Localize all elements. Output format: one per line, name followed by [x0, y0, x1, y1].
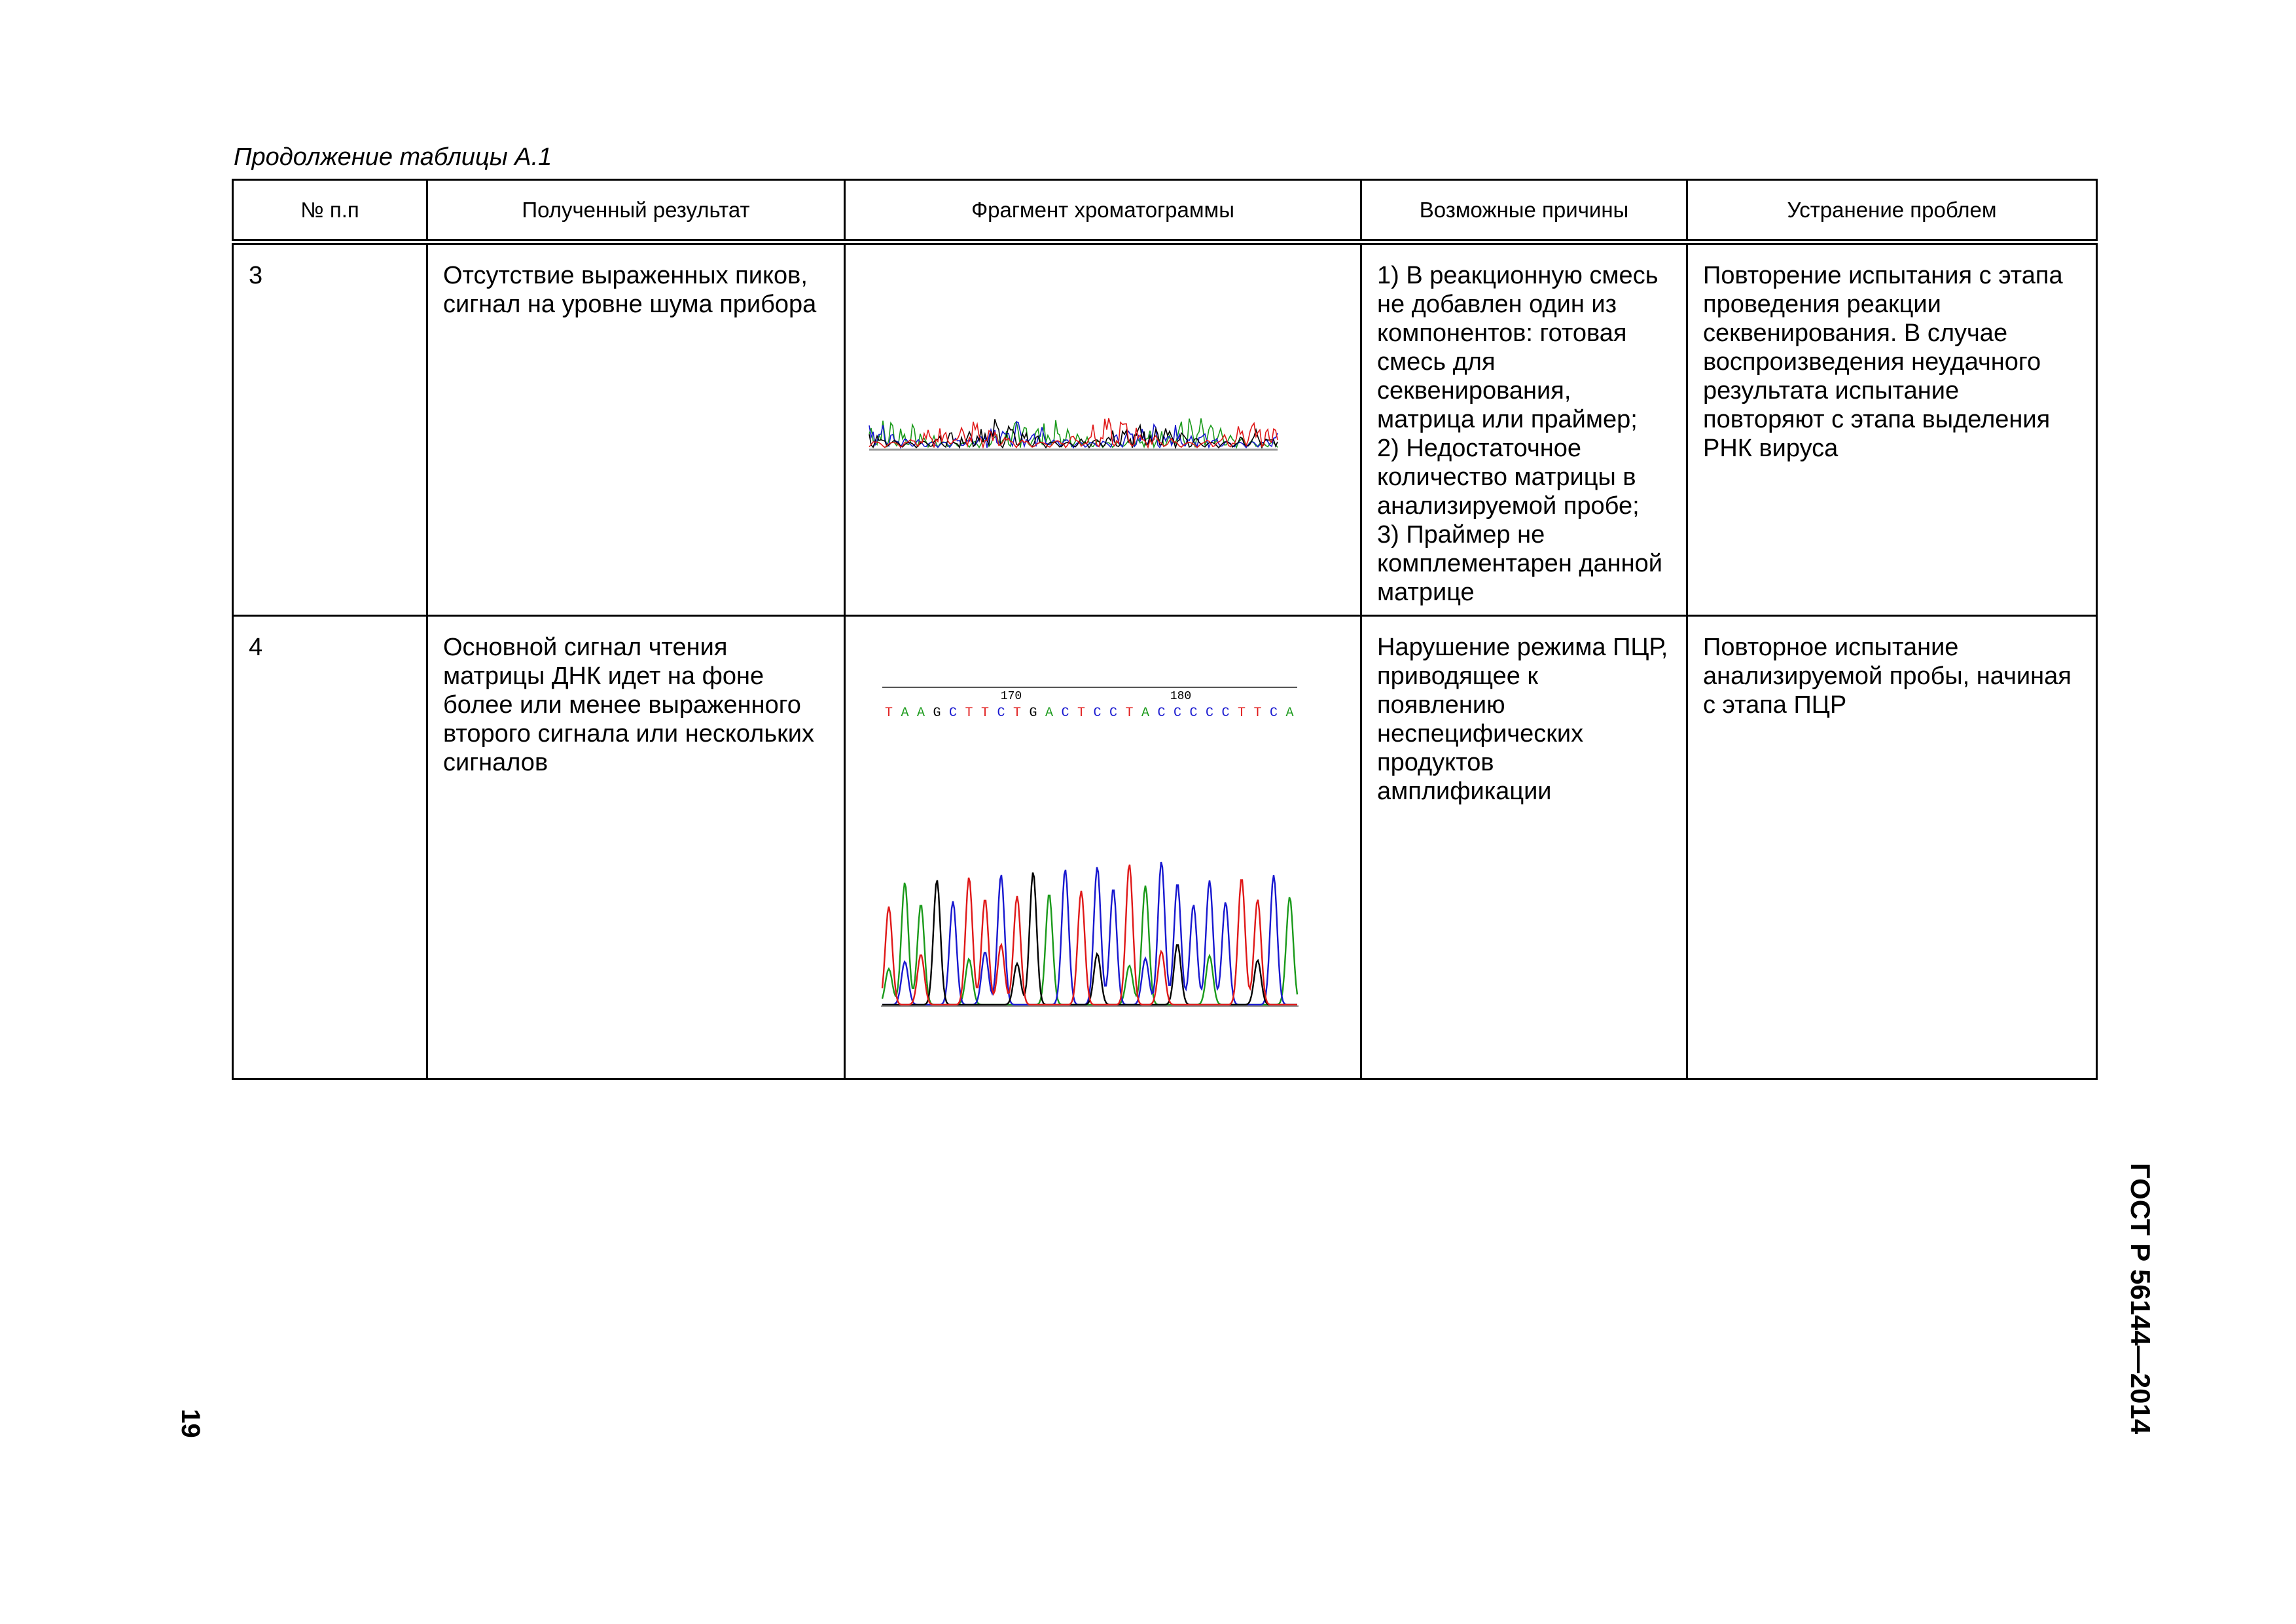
table-row	[233, 616, 2097, 1079]
causes-text: Нарушение режима ПЦР, приводящее к появлению неспецифических продуктов амплификации	[1377, 634, 1668, 805]
header-fix: Устранение проблем	[1687, 180, 2097, 242]
troubleshooting-table	[232, 179, 2098, 1080]
fix-text: Повторное испытание анализируемой пробы, начиная с этапа ПЦР	[1703, 634, 2072, 719]
signal-traces	[882, 862, 1297, 1005]
base-call: G	[933, 706, 941, 721]
base-call: T	[1077, 706, 1086, 721]
noise-chromatogram	[846, 245, 1360, 615]
row-number: 3	[249, 262, 263, 289]
table-header-row	[233, 180, 2097, 242]
base-call: C	[1189, 706, 1198, 721]
base-call: T	[1237, 706, 1246, 721]
header-causes: Возможные причины	[1361, 180, 1687, 242]
base-call: C	[1269, 706, 1278, 721]
position-label-170: 170	[1000, 690, 1022, 703]
row-number-cell	[233, 242, 427, 616]
base-call: A	[901, 706, 909, 721]
base-call: T	[1253, 706, 1262, 721]
base-call: T	[1013, 706, 1022, 721]
mixed-signal-chromatogram	[846, 617, 1360, 1078]
fix-text: Повторение испытания с этапа проведения реакции секвенирования. В случае воспроизведения неудачного результата испытание повторяют с этапа выделения РНК вируса	[1703, 262, 2063, 462]
table-caption: Продолжение таблицы А.1	[234, 143, 552, 171]
header-chromatogram: Фрагмент хроматограммы	[845, 180, 1361, 242]
base-call: C	[997, 706, 1005, 721]
header-result: Полученный результат	[427, 180, 845, 242]
base-call: T	[1125, 706, 1134, 721]
causes-cell	[1361, 616, 1687, 1079]
base-call: C	[1061, 706, 1069, 721]
result-text: Отсутствие выраженных пиков, сигнал на уровне шума прибора	[443, 262, 817, 318]
base-call: T	[884, 706, 893, 721]
base-call: C	[1093, 706, 1102, 721]
base-call: A	[1141, 706, 1150, 721]
chromatogram-cell	[845, 616, 1361, 1079]
base-call: A	[1045, 706, 1054, 721]
mixed-signal-chromatogram-plot	[846, 617, 1362, 1078]
result-text: Основной сигнал чтения матрицы ДНК идет на фоне более или менее выраженного второго сигнала или нескольких сигналов	[443, 634, 814, 776]
row-number: 4	[249, 634, 263, 661]
base-calls	[885, 706, 1294, 721]
base-call: T	[980, 706, 990, 721]
base-call: C	[1173, 706, 1182, 721]
base-call: C	[1157, 706, 1166, 721]
chromatogram-cell	[845, 242, 1361, 616]
causes-cell	[1361, 242, 1687, 616]
base-call: C	[1109, 706, 1118, 721]
table-row	[233, 242, 2097, 616]
noise-chromatogram-plot	[846, 245, 1362, 615]
causes-text: 1) В реакционную смесь не добавлен один из компонентов: готовая смесь для секвенирования, матрица или праймер; 2) Недостаточное количество матрицы в анализируемой пробе; 3) Праймер не комплементарен данной матрице	[1377, 262, 1662, 606]
base-call: A	[1285, 706, 1294, 721]
fix-cell	[1687, 616, 2097, 1079]
base-call: C	[1205, 706, 1214, 721]
base-call: T	[965, 706, 973, 721]
base-call: C	[948, 706, 958, 721]
standard-designation: ГОСТ Р 56144—2014	[2125, 1163, 2156, 1435]
base-call: C	[1221, 706, 1230, 721]
result-cell	[427, 242, 845, 616]
fix-cell	[1687, 242, 2097, 616]
base-call: A	[916, 706, 925, 721]
result-cell	[427, 616, 845, 1079]
position-label-180: 180	[1170, 690, 1192, 703]
header-num: № п.п	[233, 180, 427, 242]
row-number-cell	[233, 616, 427, 1079]
base-call: G	[1029, 706, 1037, 721]
page-number: 19	[175, 1409, 205, 1438]
